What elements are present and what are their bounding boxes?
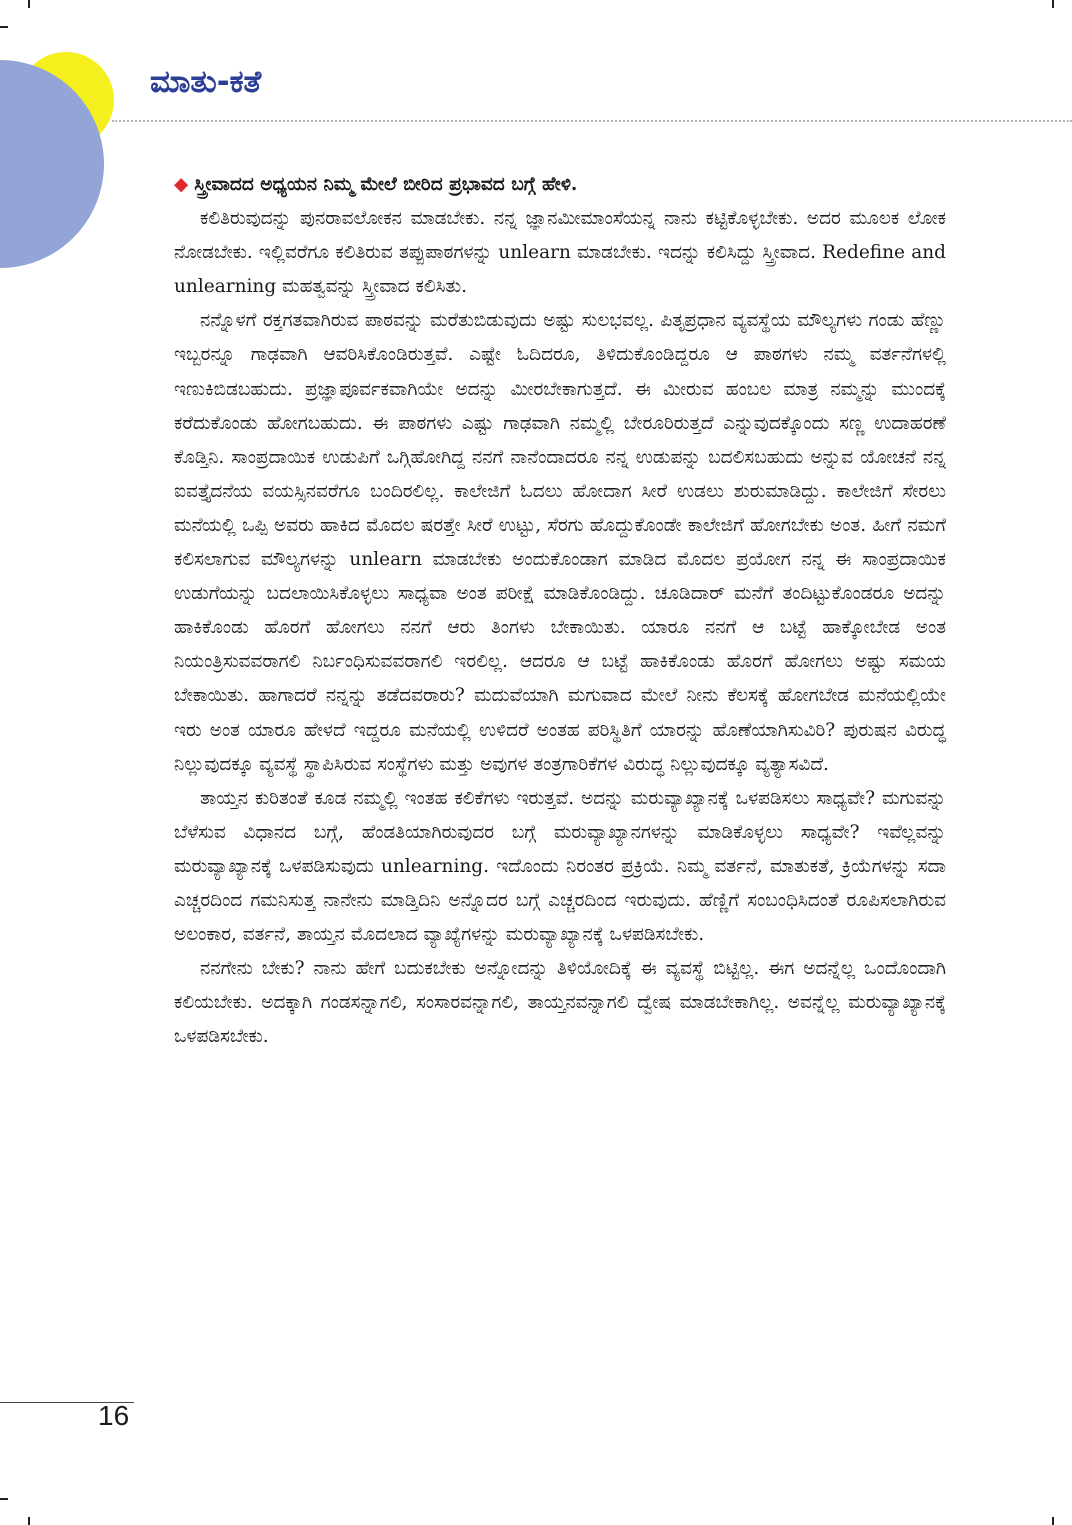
red-diamond-bullet-icon: ◆ [174,174,189,195]
crop-mark-left-upper [0,26,8,28]
crop-mark-bottom-left [28,1517,30,1525]
interview-question [174,168,946,202]
page-number: 16 [98,1400,130,1431]
answer-paragraph-3: ತಾಯ್ತನ ಕುರಿತಂತೆ ಕೂಡ ನಮ್ಮಲ್ಲಿ ಇಂತಹ ಕಲಿಕೆಗಳು ಇರುತ್ತವೆ. ಅದನ್ನು ಮರುವ್ಯಾಖ್ಯಾನಕ್ಕೆ ಒಳಪಡಿಸಲು ಸಾಧ್ಯವೇ? ಮಗುವನ್ನು ಬೆಳೆಸುವ ವಿಧಾನದ ಬಗ್ಗೆ, ಹೆಂಡತಿಯಾಗಿರುವುದರ ಬಗ್ಗೆ ಮರುವ್ಯಾಖ್ಯಾನಗಳನ್ನು ಮಾಡಿಕೊಳ್ಳಲು ಸಾಧ್ಯವೇ? ಇವೆಲ್ಲವನ್ನು ಮರುವ್ಯಾಖ್ಯಾನಕ್ಕೆ ಒಳಪಡಿಸುವುದು unlearning. ಇದೊಂದು ನಿರಂತರ ಪ್ರಕ್ರಿಯೆ. ನಿಮ್ಮ ವರ್ತನೆ, ಮಾತುಕತೆ, ಕ್ರಿಯೆಗಳನ್ನು ಸದಾ ಎಚ್ಚರದಿಂದ ಗಮನಿಸುತ್ತ ನಾನೇನು ಮಾಡ್ತಿದಿನಿ ಅನ್ನೊದರ ಬಗ್ಗೆ ಎಚ್ಚರದಿಂದ ಇರುವುದು. ಹೆಣ್ಣಿಗೆ ಸಂಬಂಧಿಸಿದಂತೆ ರೂಪಿಸಲಾಗಿರುವ ಅಲಂಕಾರ, ವರ್ತನೆ, ತಾಯ್ತನ ಮೊದಲಾದ ವ್ಯಾಖ್ಯೆಗಳನ್ನು ಮರುವ್ಯಾಖ್ಯಾನಕ್ಕೆ ಒಳಪಡಿಸಬೇಕು. [174,787,946,946]
section-title: ಮಾತು-ಕತೆ [150,64,262,100]
dotted-divider [112,120,1072,122]
answer-paragraph-2: ನನ್ನೊಳಗೆ ರಕ್ತಗತವಾಗಿರುವ ಪಾಠವನ್ನು ಮರೆತುಬಿಡುವುದು ಅಷ್ಟು ಸುಲಭವಲ್ಲ. ಪಿತೃಪ್ರಧಾನ ವ್ಯವಸ್ಥೆಯ ಮೌಲ್ಯಗಳು ಗಂಡು ಹೆಣ್ಣು ಇಬ್ಬರನ್ನೂ ಗಾಢವಾಗಿ ಆವರಿಸಿಕೊಂಡಿರುತ್ತವೆ. ಎಷ್ಟೇ ಓದಿದರೂ, ತಿಳಿದುಕೊಂಡಿದ್ದರೂ ಆ ಪಾಠಗಳು ನಮ್ಮ ವರ್ತನೆಗಳಲ್ಲಿ ಇಣುಕಿಬಿಡಬಹುದು. ಪ್ರಜ್ಞಾಪೂರ್ವಕವಾಗಿಯೇ ಅದನ್ನು ಮೀರಬೇಕಾಗುತ್ತದೆ. ಈ ಮೀರುವ ಹಂಬಲ ಮಾತ್ರ ನಮ್ಮನ್ನು ಮುಂದಕ್ಕೆ ಕರೆದುಕೊಂಡು ಹೋಗಬಹುದು. ಈ ಪಾಠಗಳು ಎಷ್ಟು ಗಾಢವಾಗಿ ನಮ್ಮಲ್ಲಿ ಬೇರೂರಿರುತ್ತದೆ ಎನ್ನುವುದಕ್ಕೊಂದು ಸಣ್ಣ ಉದಾಹರಣೆ ಕೊಡ್ತಿನಿ. ಸಾಂಪ್ರದಾಯಿಕ ಉಡುಪಿಗೆ ಒಗ್ಗಿಹೋಗಿದ್ದ ನನಗೆ ನಾನೆಂದಾದರೂ ನನ್ನ ಉಡುಪನ್ನು ಬದಲಿಸಬಹುದು ಅನ್ನುವ ಯೋಚನೆ ನನ್ನ ಐವತ್ತೈದನೆಯ ವಯಸ್ಸಿನವರೆಗೂ ಬಂದಿರಲಿಲ್ಲ. ಕಾಲೇಜಿಗೆ ಓದಲು ಹೋದಾಗ ಸೀರೆ ಉಡಲು ಶುರುಮಾಡಿದ್ದು. ಕಾಲೇಜಿಗೆ ಸೇರಲು ಮನೆಯಲ್ಲಿ ಒಪ್ಪಿ ಅವರು ಹಾಕಿದ ಮೊದಲ ಷರತ್ತೇ ಸೀರೆ ಉಟ್ಟು, ಸೆರಗು ಹೊದ್ದುಕೊಂಡೇ ಕಾಲೇಜಿಗೆ ಹೋಗಬೇಕು ಅಂತ. ಹೀಗೆ ನಮಗೆ ಕಲಿಸಲಾಗುವ ಮೌಲ್ಯಗಳನ್ನು unlearn ಮಾಡಬೇಕು ಅಂದುಕೊಂಡಾಗ ಮಾಡಿದ ಮೊದಲ ಪ್ರಯೋಗ ನನ್ನ ಈ ಸಾಂಪ್ರದಾಯಿಕ ಉಡುಗೆಯನ್ನು ಬದಲಾಯಿಸಿಕೊಳ್ಳಲು ಸಾಧ್ಯವಾ ಅಂತ ಪರೀಕ್ಷೆ ಮಾಡಿಕೊಂಡಿದ್ದು. ಚೂಡಿದಾರ್ ಮನೆಗೆ ತಂದಿಟ್ಟುಕೊಂಡರೂ ಅದನ್ನು ಹಾಕಿಕೊಂಡು ಹೊರಗೆ ಹೋಗಲು ನನಗೆ ಆರು ತಿಂಗಳು ಬೇಕಾಯಿತು. ಯಾರೂ ನನಗೆ ಆ ಬಟ್ಟೆ ಹಾಕ್ಕೋಬೇಡ ಅಂತ ನಿಯಂತ್ರಿಸುವವರಾಗಲಿ ನಿರ್ಬಂಧಿಸುವವರಾಗಲಿ ಇರಲಿಲ್ಲ. ಆದರೂ ಆ ಬಟ್ಟೆ ಹಾಕಿಕೊಂಡು ಹೊರಗೆ ಹೋಗಲು ಅಷ್ಟು ಸಮಯ ಬೇಕಾಯಿತು. ಹಾಗಾದರೆ ನನ್ನನ್ನು ತಡೆದವರಾರು? ಮದುವೆಯಾಗಿ ಮಗುವಾದ ಮೇಲೆ ನೀನು ಕೆಲಸಕ್ಕೆ ಹೋಗಬೇಡ ಮನೆಯಲ್ಲಿಯೇ ಇರು ಅಂತ ಯಾರೂ ಹೇಳದೆ ಇದ್ದರೂ ಮನೆಯಲ್ಲಿ ಉಳಿದರೆ ಅಂತಹ ಪರಿಸ್ಥಿತಿಗೆ ಯಾರನ್ನು ಹೊಣೆಯಾಗಿಸುವಿರಿ? ಪುರುಷನ ವಿರುದ್ಧ ನಿಲ್ಲುವುದಕ್ಕೂ ವ್ಯವಸ್ಥೆ ಸ್ಥಾಪಿಸಿರುವ ಸಂಸ್ಥೆಗಳು ಮತ್ತು ಅವುಗಳ ತಂತ್ರಗಾರಿಕೆಗಳ ವಿರುದ್ಧ ನಿಲ್ಲುವುದಕ್ಕೂ ವ್ಯತ್ಯಾಸವಿದೆ. [174,310,946,775]
question-text: ಸ್ತ್ರೀವಾದದ ಅಧ್ಯಯನ ನಿಮ್ಮ ಮೇಲೆ ಬೀರಿದ ಪ್ರಭಾವದ ಬಗ್ಗೆ ಹೇಳಿ. [194,174,578,195]
crop-mark-left-lower [0,1498,8,1500]
crop-mark-top-right [1052,0,1054,8]
article-body [174,168,946,1054]
answer-paragraph-1: ಕಲಿತಿರುವುದನ್ನು ಪುನರಾವಲೋಕನ ಮಾಡಬೇಕು. ನನ್ನ ಜ್ಞಾನಮೀಮಾಂಸೆಯನ್ನ ನಾನು ಕಟ್ಟಿಕೊಳ್ಳಬೇಕು. ಅದರ ಮೂಲಕ ಲೋಕ ನೋಡಬೇಕು. ಇಲ್ಲಿವರೆಗೂ ಕಲಿತಿರುವ ತಪ್ಪುಪಾಠಗಳನ್ನು unlearn ಮಾಡಬೇಕು. ಇದನ್ನು ಕಲಿಸಿದ್ದು ಸ್ತ್ರೀವಾದ. Redefine and unlearning ಮಹತ್ವವನ್ನು ಸ್ತ್ರೀವಾದ ಕಲಿಸಿತು. [174,208,946,298]
answer-paragraph-4: ನನಗೇನು ಬೇಕು? ನಾನು ಹೇಗೆ ಬದುಕಬೇಕು ಅನ್ನೋದನ್ನು ತಿಳಿಯೋದಿಕ್ಕೆ ಈ ವ್ಯವಸ್ಥೆ ಬಿಟ್ಟಿಲ್ಲ. ಈಗ ಅದನ್ನೆಲ್ಲ ಒಂದೊಂದಾಗಿ ಕಲಿಯಬೇಕು. ಅದಕ್ಕಾಗಿ ಗಂಡಸನ್ನಾಗಲಿ, ಸಂಸಾರವನ್ನಾಗಲಿ, ತಾಯ್ತನವನ್ನಾಗಲಿ ದ್ವೇಷ ಮಾಡಬೇಕಾಗಿಲ್ಲ. ಅವನ್ನೆಲ್ಲ ಮರುವ್ಯಾಖ್ಯಾನಕ್ಕೆ ಒಳಪಡಿಸಬೇಕು. [174,958,946,1048]
crop-mark-bottom-right [1052,1517,1054,1525]
crop-mark-top-left [28,0,30,8]
